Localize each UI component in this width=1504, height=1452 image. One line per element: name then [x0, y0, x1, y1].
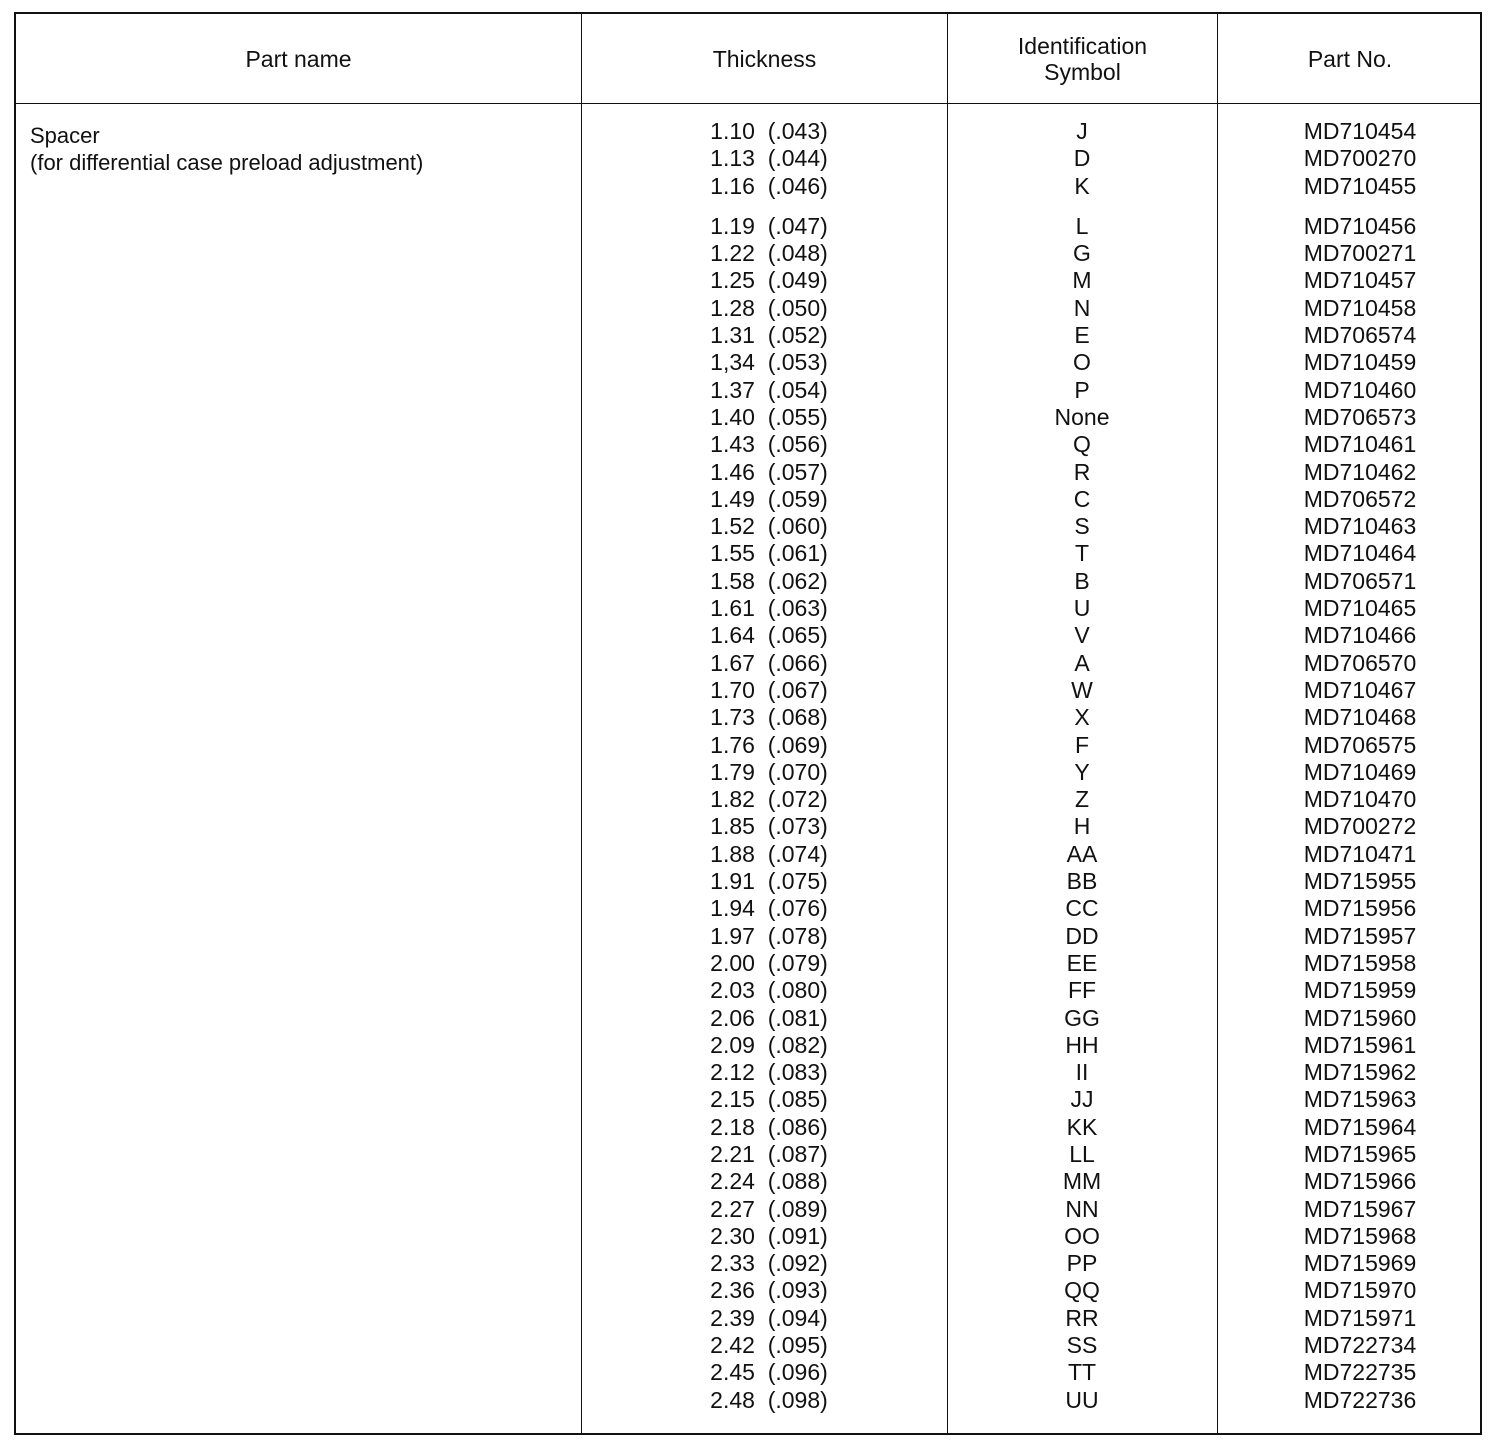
thickness-cell: 1.91 (.075) — [710, 868, 828, 895]
part-no-cell: MD710467 — [1303, 676, 1417, 703]
symbol-cell: L — [1075, 212, 1089, 239]
symbol-cell: Q — [1073, 431, 1091, 458]
symbol-cell: O — [1073, 349, 1091, 376]
part-name-description: (for differential case preload adjustment) — [30, 150, 424, 175]
thickness-cell: 1.94 (.076) — [710, 895, 828, 922]
thickness-cell: 2.21 (.087) — [710, 1140, 828, 1167]
part-no-cell: MD706573 — [1303, 403, 1417, 430]
part-no-cell: MD710456 — [1303, 212, 1417, 239]
header-thickness-label: Thickness — [712, 45, 817, 72]
part-no-cell: MD706574 — [1303, 322, 1417, 349]
thickness-cell: 2.24 (.088) — [710, 1168, 828, 1195]
part-no-cell: MD715960 — [1303, 1004, 1417, 1031]
part-no-cell: MD700270 — [1303, 145, 1417, 172]
thickness-cell: 1.70 (.067) — [710, 676, 828, 703]
thickness-cell: 1.22 (.048) — [710, 240, 828, 267]
thickness-cell: 1.88 (.074) — [710, 840, 828, 867]
thickness-cell: 1.58 (.062) — [710, 567, 828, 594]
thickness-cell: 1.16 (.046) — [710, 172, 828, 199]
thickness-cell: 1.46 (.057) — [710, 458, 828, 485]
part-no-cell: MD715957 — [1303, 922, 1417, 949]
thickness-cell: 1.28 (.050) — [710, 294, 828, 321]
part-no-cell: MD715967 — [1303, 1195, 1417, 1222]
symbol-cell: E — [1074, 322, 1090, 349]
part-no-cell: MD722736 — [1303, 1386, 1417, 1413]
symbol-cell: U — [1073, 595, 1091, 622]
symbol-cell: S — [1074, 513, 1090, 540]
symbol-cell: KK — [1066, 1113, 1098, 1140]
thickness-cell: 1.67 (.066) — [710, 649, 828, 676]
symbol-cell: B — [1074, 567, 1090, 594]
thickness-cell: 1.13 (.044) — [710, 145, 828, 172]
symbol-cell: K — [1074, 172, 1090, 199]
symbol-cell: M — [1072, 267, 1092, 294]
symbol-cell: EE — [1066, 949, 1098, 976]
part-no-cell: MD710463 — [1303, 513, 1417, 540]
thickness-cell: 1.10 (.043) — [710, 118, 828, 144]
part-no-cell: MD715956 — [1303, 895, 1417, 922]
part-no-cell: MD710454 — [1303, 118, 1417, 144]
thickness-cell: 2.18 (.086) — [710, 1113, 828, 1140]
part-no-cell: MD710459 — [1303, 349, 1417, 376]
symbol-cell: NN — [1065, 1195, 1099, 1222]
symbol-cell: None — [1054, 403, 1110, 430]
symbol-cell: SS — [1066, 1332, 1098, 1359]
part-no-cell: MD715958 — [1303, 949, 1417, 976]
part-name-title: Spacer — [30, 123, 100, 148]
part-no-cell: MD710462 — [1303, 458, 1417, 485]
thickness-cell: 1.19 (.047) — [710, 212, 828, 239]
symbol-cell: JJ — [1070, 1086, 1094, 1113]
part-no-cell: MD710457 — [1303, 267, 1417, 294]
header-part-name-label: Part name — [245, 45, 352, 72]
symbol-cell: C — [1073, 485, 1091, 512]
thickness-cell: 1.97 (.078) — [710, 922, 828, 949]
symbol-cell: A — [1074, 649, 1090, 676]
symbol-cell: W — [1071, 676, 1093, 703]
part-name-cell — [30, 122, 423, 176]
part-no-cell: MD710460 — [1303, 376, 1417, 403]
part-no-cell: MD710465 — [1303, 595, 1417, 622]
symbol-cell: N — [1073, 294, 1091, 321]
symbol-column — [948, 118, 1216, 1414]
thickness-cell: 2.09 (.082) — [710, 1031, 828, 1058]
symbol-cell: II — [1075, 1059, 1089, 1086]
thickness-cell: 2.03 (.080) — [710, 977, 828, 1004]
part-no-cell: MD715965 — [1303, 1140, 1417, 1167]
part-no-cell: MD710464 — [1303, 540, 1417, 567]
thickness-cell: 1.82 (.072) — [710, 786, 828, 813]
thickness-cell: 2.27 (.089) — [710, 1195, 828, 1222]
symbol-cell: D — [1073, 145, 1091, 172]
part-no-cell: MD706571 — [1303, 567, 1417, 594]
part-no-cell: MD706575 — [1303, 731, 1417, 758]
symbol-cell: FF — [1067, 977, 1097, 1004]
symbol-cell: MM — [1062, 1168, 1102, 1195]
symbol-cell: CC — [1065, 895, 1099, 922]
symbol-cell: H — [1073, 813, 1091, 840]
thickness-column — [582, 118, 946, 1414]
symbol-cell: OO — [1064, 1222, 1100, 1249]
thickness-cell: 2.00 (.079) — [710, 949, 828, 976]
symbol-cell: PP — [1066, 1250, 1098, 1277]
symbol-cell: TT — [1067, 1359, 1097, 1386]
part-no-cell: MD715969 — [1303, 1250, 1417, 1277]
part-no-cell: MD715955 — [1303, 868, 1417, 895]
symbol-cell: HH — [1065, 1031, 1099, 1058]
part-no-cell: MD710458 — [1303, 294, 1417, 321]
thickness-cell: 1.49 (.059) — [710, 485, 828, 512]
part-no-cell: MD706572 — [1303, 485, 1417, 512]
header-part-no — [1218, 14, 1482, 103]
part-no-cell: MD710466 — [1303, 622, 1417, 649]
thickness-cell: 2.39 (.094) — [710, 1304, 828, 1331]
symbol-cell: Z — [1074, 786, 1090, 813]
part-no-cell: MD715962 — [1303, 1059, 1417, 1086]
thickness-cell: 1.79 (.070) — [710, 758, 828, 785]
thickness-cell: 1.61 (.063) — [710, 595, 828, 622]
part-no-cell: MD710470 — [1303, 786, 1417, 813]
symbol-cell: LL — [1069, 1140, 1095, 1167]
symbol-cell: X — [1074, 704, 1090, 731]
part-no-cell: MD700272 — [1303, 813, 1417, 840]
thickness-cell: 1.40 (.055) — [710, 403, 828, 430]
header-thickness — [582, 14, 947, 103]
thickness-cell: 1.25 (.049) — [710, 267, 828, 294]
part-no-cell: MD710468 — [1303, 704, 1417, 731]
part-no-cell: MD715970 — [1303, 1277, 1417, 1304]
part-no-cell: MD706570 — [1303, 649, 1417, 676]
part-no-cell: MD715961 — [1303, 1031, 1417, 1058]
thickness-cell: 2.48 (.098) — [710, 1386, 828, 1413]
thickness-cell: 2.30 (.091) — [710, 1222, 828, 1249]
symbol-cell: P — [1074, 376, 1090, 403]
thickness-cell: 2.12 (.083) — [710, 1059, 828, 1086]
thickness-cell: 2.36 (.093) — [710, 1277, 828, 1304]
thickness-cell: 1.43 (.056) — [710, 431, 828, 458]
symbol-cell: G — [1073, 240, 1091, 267]
part-no-column — [1218, 118, 1482, 1414]
part-no-cell: MD715966 — [1303, 1168, 1417, 1195]
symbol-cell: RR — [1065, 1304, 1099, 1331]
symbol-cell: QQ — [1064, 1277, 1100, 1304]
symbol-cell: AA — [1066, 840, 1098, 867]
thickness-cell: 1,34 (.053) — [710, 349, 828, 376]
thickness-cell: 1.31 (.052) — [710, 322, 828, 349]
part-no-cell: MD715968 — [1303, 1222, 1417, 1249]
parts-table — [14, 12, 1482, 1435]
thickness-cell: 2.06 (.081) — [710, 1004, 828, 1031]
part-no-cell: MD710469 — [1303, 758, 1417, 785]
thickness-cell: 2.42 (.095) — [710, 1332, 828, 1359]
symbol-cell: Y — [1074, 758, 1090, 785]
thickness-cell: 1.52 (.060) — [710, 513, 828, 540]
header-symbol-label: Symbol — [1044, 58, 1121, 85]
symbol-cell: J — [1076, 118, 1088, 144]
thickness-cell: 1.64 (.065) — [710, 622, 828, 649]
part-no-cell: MD715963 — [1303, 1086, 1417, 1113]
symbol-cell: BB — [1066, 868, 1098, 895]
symbol-cell: T — [1074, 540, 1090, 567]
thickness-cell: 1.37 (.054) — [710, 376, 828, 403]
thickness-cell: 1.55 (.061) — [710, 540, 828, 567]
header-part-no-label: Part No. — [1307, 45, 1393, 72]
thickness-cell: 2.15 (.085) — [710, 1086, 828, 1113]
header-identification-label: Identification — [1017, 32, 1148, 59]
thickness-cell: 2.33 (.092) — [710, 1250, 828, 1277]
header-identification-symbol — [948, 14, 1217, 103]
symbol-cell: F — [1074, 731, 1090, 758]
part-no-cell: MD710461 — [1303, 431, 1417, 458]
symbol-cell: UU — [1065, 1386, 1099, 1413]
symbol-cell: GG — [1064, 1004, 1100, 1031]
symbol-cell: DD — [1065, 922, 1099, 949]
part-no-cell: MD710455 — [1303, 172, 1417, 199]
header-divider — [16, 103, 1480, 104]
symbol-cell: R — [1073, 458, 1091, 485]
part-no-cell: MD710471 — [1303, 840, 1417, 867]
thickness-cell: 2.45 (.096) — [710, 1359, 828, 1386]
part-no-cell: MD700271 — [1303, 240, 1417, 267]
symbol-cell: V — [1074, 622, 1090, 649]
part-no-cell: MD722735 — [1303, 1359, 1417, 1386]
part-no-cell: MD722734 — [1303, 1332, 1417, 1359]
part-no-cell: MD715964 — [1303, 1113, 1417, 1140]
header-part-name — [16, 14, 581, 103]
part-no-cell: MD715959 — [1303, 977, 1417, 1004]
thickness-cell: 1.76 (.069) — [710, 731, 828, 758]
thickness-cell: 1.85 (.073) — [710, 813, 828, 840]
thickness-cell: 1.73 (.068) — [710, 704, 828, 731]
part-no-cell: MD715971 — [1303, 1304, 1417, 1331]
